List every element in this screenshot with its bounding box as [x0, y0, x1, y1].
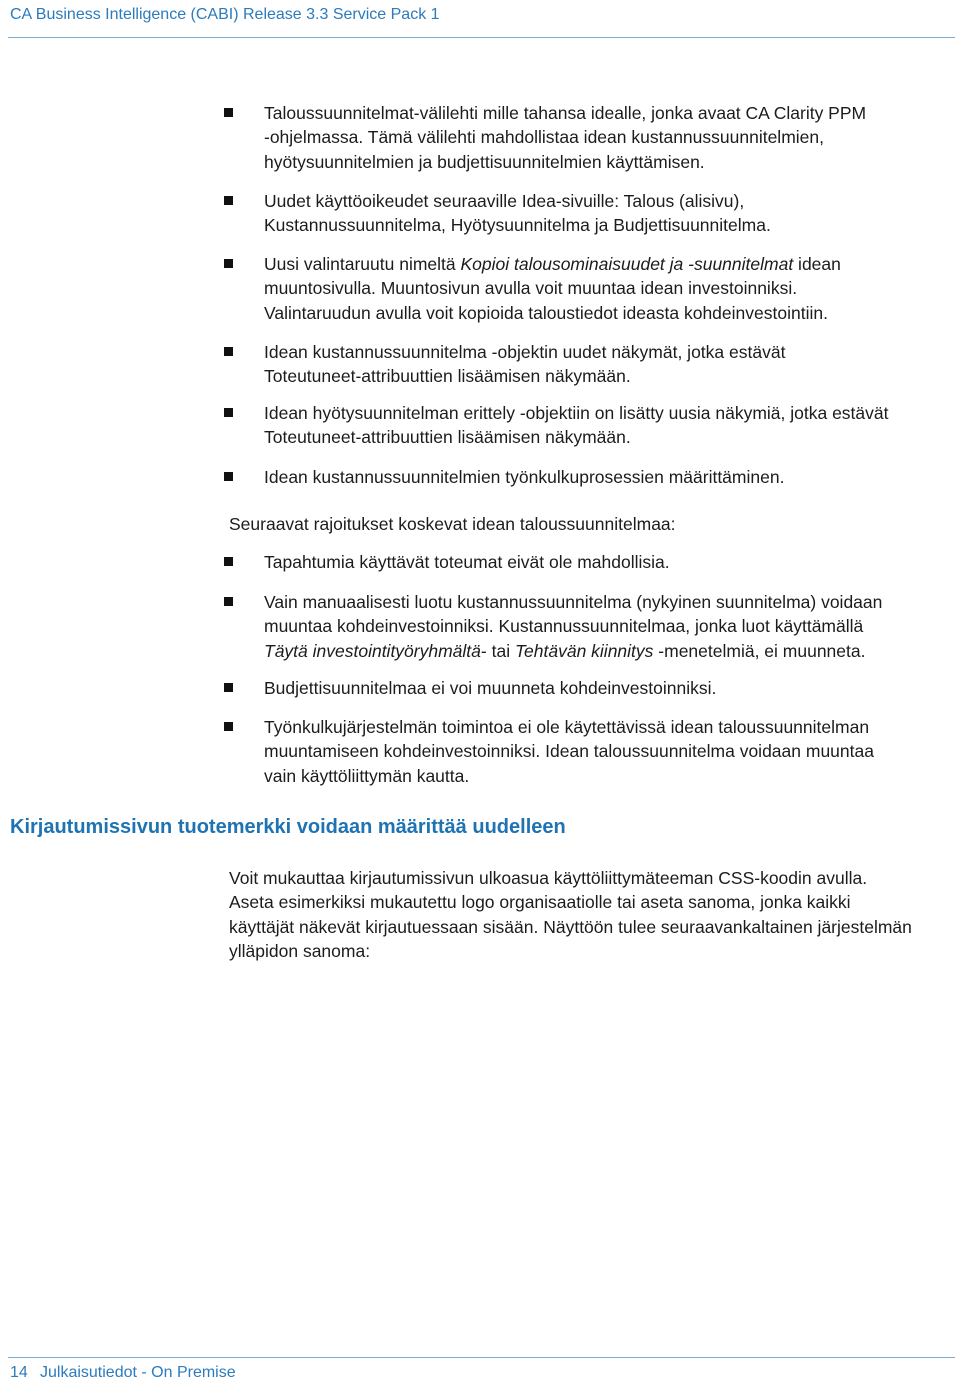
list-item — [264, 189, 771, 238]
list-item-line: Taloussuunnitelmat-välilehti mille tahansa idealle, jonka avaat CA Clarity PPM — [264, 103, 867, 123]
list-item-line — [264, 639, 882, 663]
list-item-line: vain käyttöliittymän kautta. — [264, 765, 470, 786]
list-item-line: Tapahtumia käyttävät toteumat eivät ole mahdollisia. — [264, 552, 670, 572]
square-bullet-icon — [224, 259, 233, 268]
square-bullet-icon — [224, 722, 233, 731]
restrictions-intro — [229, 512, 676, 536]
list-item-line: Vain manuaalisesti luotu kustannussuunnitelma (nykyinen suunnitelma) voidaan — [264, 592, 883, 612]
square-bullet-icon — [224, 408, 233, 417]
list-item — [264, 715, 874, 788]
list-item — [264, 101, 866, 174]
list-item-line: muuntosivulla. Muuntosivun avulla voit muuntaa idean investoinniksi. — [264, 278, 798, 299]
square-bullet-icon — [224, 683, 233, 692]
list-item-line: Valintaruudun avulla voit kopioida taloustiedot ideasta kohdeinvestointiin. — [264, 302, 828, 323]
list-item-line: Toteutuneet-attribuuttien lisäämisen näkymään. — [264, 427, 631, 448]
square-bullet-icon — [224, 108, 233, 117]
section-heading: Kirjautumissivun tuotemerkki voidaan määrittää uudelleen — [10, 816, 566, 838]
method-name-italic: Täytä investointityöryhmältä — [264, 640, 481, 661]
method-name-italic: Tehtävän kiinnitys — [514, 640, 654, 661]
list-item — [264, 401, 889, 450]
page-footer — [10, 1363, 236, 1383]
text-segment: - tai — [480, 640, 515, 661]
square-bullet-icon — [224, 597, 233, 606]
checkbox-name-italic: Kopioi talousominaisuudet ja -suunnitelmat — [460, 254, 794, 274]
list-item-line: Kustannussuunnitelma, Hyötysuunnitelma ja Budjettisuunnitelma. — [264, 215, 771, 236]
paragraph-line: Voit mukauttaa kirjautumissivun ulkoasua käyttöliittymäteeman CSS-koodin avulla. — [229, 868, 868, 888]
list-item-line: Idean kustannussuunnitelmien työnkulkuprosessien määrittäminen. — [264, 467, 785, 487]
paragraph-line: Seuraavat rajoitukset koskevat idean taloussuunnitelmaa: — [229, 514, 676, 534]
text-segment: -menetelmiä, ei muunneta. — [653, 640, 866, 661]
list-item — [264, 550, 670, 574]
text-segment: idean — [793, 254, 841, 274]
list-item-line: Työnkulkujärjestelmän toimintoa ei ole käytettävissä idean taloussuunnitelman — [264, 717, 870, 737]
list-item — [264, 252, 841, 325]
list-item — [264, 465, 784, 489]
square-bullet-icon — [224, 196, 233, 205]
list-item-line: -ohjelmassa. Tämä välilehti mahdollistaa idean kustannussuunnitelmien, — [264, 127, 824, 148]
paragraph-line: Aseta esimerkiksi mukautettu logo organisaatiolle tai aseta sanoma, jonka kaikki — [229, 892, 851, 913]
list-item-line: Budjettisuunnitelmaa ei voi muunneta kohdeinvestoinniksi. — [264, 678, 717, 698]
list-item — [264, 676, 716, 700]
paragraph-line: käyttäjät näkevät kirjautuessaan sisään. Näyttöön tulee seuraavankaltainen järjestelmän — [229, 916, 912, 937]
text-segment: Uusi valintaruutu nimeltä — [264, 254, 461, 274]
square-bullet-icon — [224, 557, 233, 566]
list-item-line: Toteutuneet-attribuuttien lisäämisen näkymään. — [264, 366, 631, 387]
page-number: 14 — [10, 1364, 28, 1381]
list-item-line — [264, 252, 841, 276]
list-item-line: Uudet käyttöoikeudet seuraaville Idea-sivuille: Talous (alisivu), — [264, 191, 745, 211]
header-divider — [8, 37, 955, 38]
page-header-title: CA Business Intelligence (CABI) Release 3.3 Service Pack 1 — [10, 6, 440, 23]
square-bullet-icon — [224, 347, 233, 356]
list-item-line: hyötysuunnitelmien ja budjettisuunnitelmien käyttämisen. — [264, 151, 705, 172]
footer-label: Julkaisutiedot - On Premise — [40, 1364, 236, 1381]
section-paragraph — [229, 866, 912, 964]
list-item — [264, 340, 785, 389]
list-item-line: muuntamiseen kohdeinvestoinniksi. Idean taloussuunnitelma voidaan muuntaa — [264, 741, 874, 762]
list-item-line: Idean hyötysuunnitelman erittely -objektiin on lisätty uusia näkymiä, jotka estävät — [264, 403, 889, 423]
footer-divider — [8, 1357, 955, 1358]
list-item — [264, 590, 882, 663]
square-bullet-icon — [224, 472, 233, 481]
list-item-line: Idean kustannussuunnitelma -objektin uudet näkymät, jotka estävät — [264, 342, 786, 362]
list-item-line: muuntaa kohdeinvestoinniksi. Kustannussuunnitelmaa, jonka luot käyttämällä — [264, 616, 864, 637]
paragraph-line: ylläpidon sanoma: — [229, 941, 371, 962]
